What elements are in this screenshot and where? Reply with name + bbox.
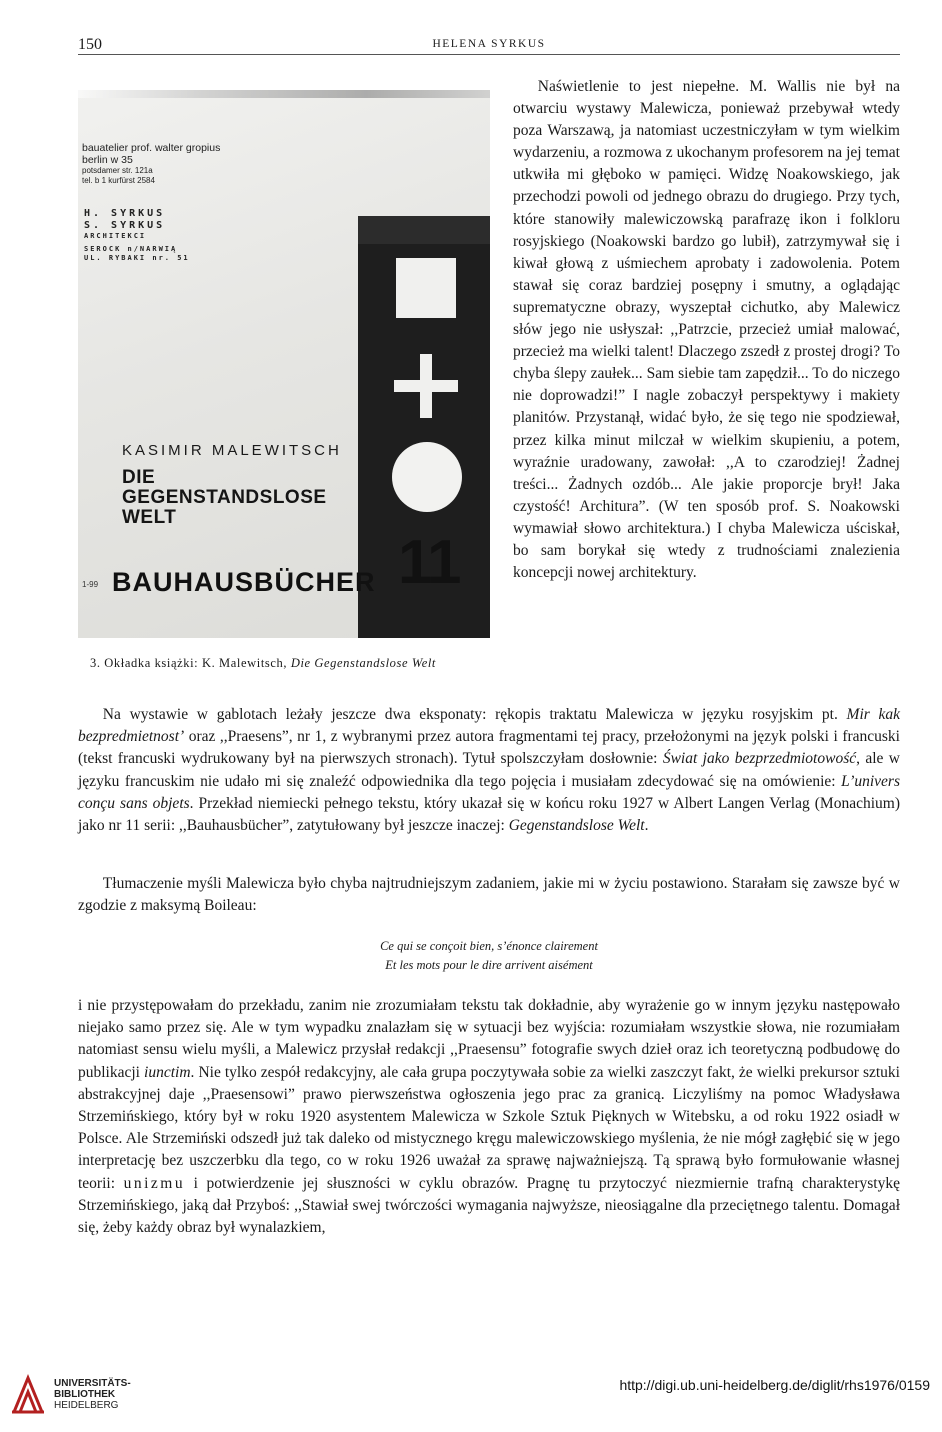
cover-author: KASIMIR MALEWITSCH — [122, 442, 342, 459]
cover-title-line: GEGENSTANDSLOSE — [122, 487, 327, 508]
body-paragraph-1 — [78, 704, 900, 837]
page-number: 150 — [78, 36, 102, 53]
library-name-line: HEIDELBERG — [54, 1400, 119, 1411]
stamp-line: ARCHITEKCI — [84, 232, 147, 240]
caption-prefix: 3. Okładka książki: K. Malewitsch, — [90, 656, 291, 670]
running-head: HELENA SYRKUS — [432, 38, 546, 50]
stamp-line: SEROCK n/NARWIĄ — [84, 245, 178, 253]
library-mark: 1-99 — [82, 580, 99, 589]
paragraph: Tłumaczenie myśli Malewicza było chyba najtrudniejszym zadaniem, jakie mi w życiu postawiono. Starałam się zawsze być w zgodzie z maksymą Boileau: — [78, 875, 900, 915]
figure-caption — [90, 656, 490, 671]
caption-title: Die Gegenstandslose Welt — [290, 656, 436, 670]
cover-title-line: DIE — [122, 467, 156, 488]
paragraph: Na wystawie w gablotach leżały jeszcze dwa eksponaty: rękopis traktatu Malewicza w języku rosyjskim pt. Mir kak bezpredmietnost’ oraz ,,Praesens”, nr 1, z wybranymi przez autora fragmentami tej pracy, przełożonymi na język polski i francuski (tekst francuski wydrukowany był na pierwszych stronach). Tytuł spolszczyłam dosłownie: Świat jako bezprzedmiotowość, ale w języku francuskim nie udało mi się znaleźć odpowiednika dla tego pojęcia i musiałam zdecydować się na omówienie: L’univers conçu sans objets. Przekład niemiecki pełnego tekstu, który ukazał się w końcu roku 1927 w Albert Langen Verlag (Monachium) jako nr 11 serii: ,,Bauhausbücher”, zatytułowany był jeszcze inaczej: Gegenstandslose Welt. — [78, 706, 900, 835]
cross-shape-icon — [394, 354, 458, 418]
stamp-line: UL. RYBAKI nr. 51 — [84, 254, 190, 262]
library-logo-icon — [10, 1374, 46, 1414]
cover-series-number: 11 — [398, 528, 460, 597]
cover-series: BAUHAUSBÜCHER — [112, 567, 376, 597]
body-paragraph-2 — [78, 873, 900, 917]
cover-address — [82, 142, 220, 186]
library-name-line: BIBLIOTHEK — [54, 1389, 116, 1400]
cover-title-line: WELT — [122, 507, 177, 528]
library-name-line: UNIVERSITÄTS- — [54, 1378, 131, 1389]
circle-shape-icon — [392, 442, 462, 512]
cover-top-edge — [78, 90, 490, 98]
paragraph: Naświetlenie to jest niepełne. M. Wallis nie był na otwarciu wystawy Malewicza, ponieważ przebywał wtedy poza Warszawą, ja natomiast uczestniczyłam w tym wielkim wydarzeniu, a rozmowa z ukochanym profesorem na jej temat utkwiła mi głęboko w pamięci. Widzę Noakowskiego, jak przechodzi powoli od jednego obrazu do drugiego. Przy tych, które stanowiły malewiczowską parafrazę ikon i folkloru rosyjskiego (Noakowski bardzo go lubił), zatrzymywał się i kiwał głową z uśmiechem aprobaty i zadowolenia. Potem stawał się coraz bardziej posępny i smutny, a oglądając suprematyczne obrazy, wyszeptał cichutko, aby Malewicz słów jego nie usłyszał: ,,Patrzcie, przecież umiał malować, przecież ma wielki talent! Dlaczego zszedł z prostej drogi? To chyba ślepy zaułek... Sam siebie tam zapędził... To do niczego nie doprowadzi!” I nagle zobaczył perspektywy i makiety planitów. Przystanął, widać było, że się tego nie spodziewał, przez kilka minut milczał w wielkim skupieniu, a potem, wyraźnie uradowany, zawołał: ,,A to czarodziej! Żadnej treści... Żadnych ozdób... Ale jakie proporcje brył! Jaka czystość! Architura”. (W ten sposób prof. S. Noakowski wymawiał słowo architektura.) I chyba Malewicza uściskał, bo sam borykał się wtedy z trudnościami znalezienia koncepcji nowej architektury. — [513, 78, 900, 582]
cover-dark-band — [358, 216, 490, 244]
book-cover-figure — [78, 90, 490, 638]
address-line: potsdamer str. 121a — [82, 166, 153, 175]
quote-line: Et les mots pour le dire arrivent aisément — [385, 958, 593, 972]
address-line: bauatelier prof. walter gropius — [82, 142, 221, 154]
stamp-line: S. SYRKUS — [84, 220, 166, 231]
page-footer — [0, 1364, 942, 1432]
stamp-line: H. SYRKUS — [84, 208, 166, 219]
paragraph: i nie przystępowałam do przekładu, zanim nie zrozumiałam tekstu tak dokładnie, aby wyrażenie go w innym języku następowało niejako samo przez się. Ale w tym wypadku znalazłam się w sytuacji bez wyjścia: rozumiałam wszystkie słowa, nie rozumiałam natomiast sensu wielu myśli, a Malewicz przysłał redakcji ,,Praesensu” fotografie swych dzieł oraz ich teoretyczną podbudowę do publikacji iunctim. Nie tylko zespół redakcyjny, ale cała grupa poczytywała sobie za wielki zaszczyt fakt, że wielki prekursor sztuki abstrakcyjnej daje ,,Praesensowi” prawo pierwszeństwa ogłoszenia jego prac za granicą. Liczyliśmy na pomoc Władysława Strzemińskiego, który był w roku 1920 asystentem Malewicza w Szkole Sztuk Pięknych w Witebsku, a od roku 1922 osiadł w Polsce. Ale Strzemiński odszedł już tak daleko od mistycznego kręgu malewiczowskiego myślenia, że nie mógł zagłębić się w jego interpretację bez uszczerbku dla tego, co w roku 1926 uważał za sprawę najważniejszą. Tą sprawą było formułowanie własnej teorii: unizmu i potwierdzenie jej słuszności w cyklu obrazów. Pragnę tu przytoczyć niezmiernie trafną charakterystykę Strzemińskiego, jaką dał Przyboś: ,,Stawiał swej twórczości wymagania najwyższe, nieosiągalne dla przeciętnego talentu. Domagał się, żeby każdy obraz był wynalazkiem, — [78, 997, 900, 1237]
body-paragraph-3 — [78, 995, 900, 1239]
owner-stamp — [84, 208, 190, 263]
square-shape-icon — [396, 258, 456, 318]
quote-line: Ce qui se conçoit bien, s’énonce clairement — [380, 939, 598, 953]
library-name — [54, 1378, 131, 1411]
boileau-quote — [78, 937, 900, 975]
right-column-text — [513, 76, 900, 584]
address-line: tel. b 1 kurfürst 2584 — [82, 176, 155, 185]
cover-title — [122, 468, 327, 528]
source-url[interactable]: http://digi.ub.uni-heidelberg.de/diglit/rhs1976/0159 — [619, 1377, 930, 1393]
page-header — [78, 32, 900, 55]
address-line: berlin w 35 — [82, 154, 133, 166]
